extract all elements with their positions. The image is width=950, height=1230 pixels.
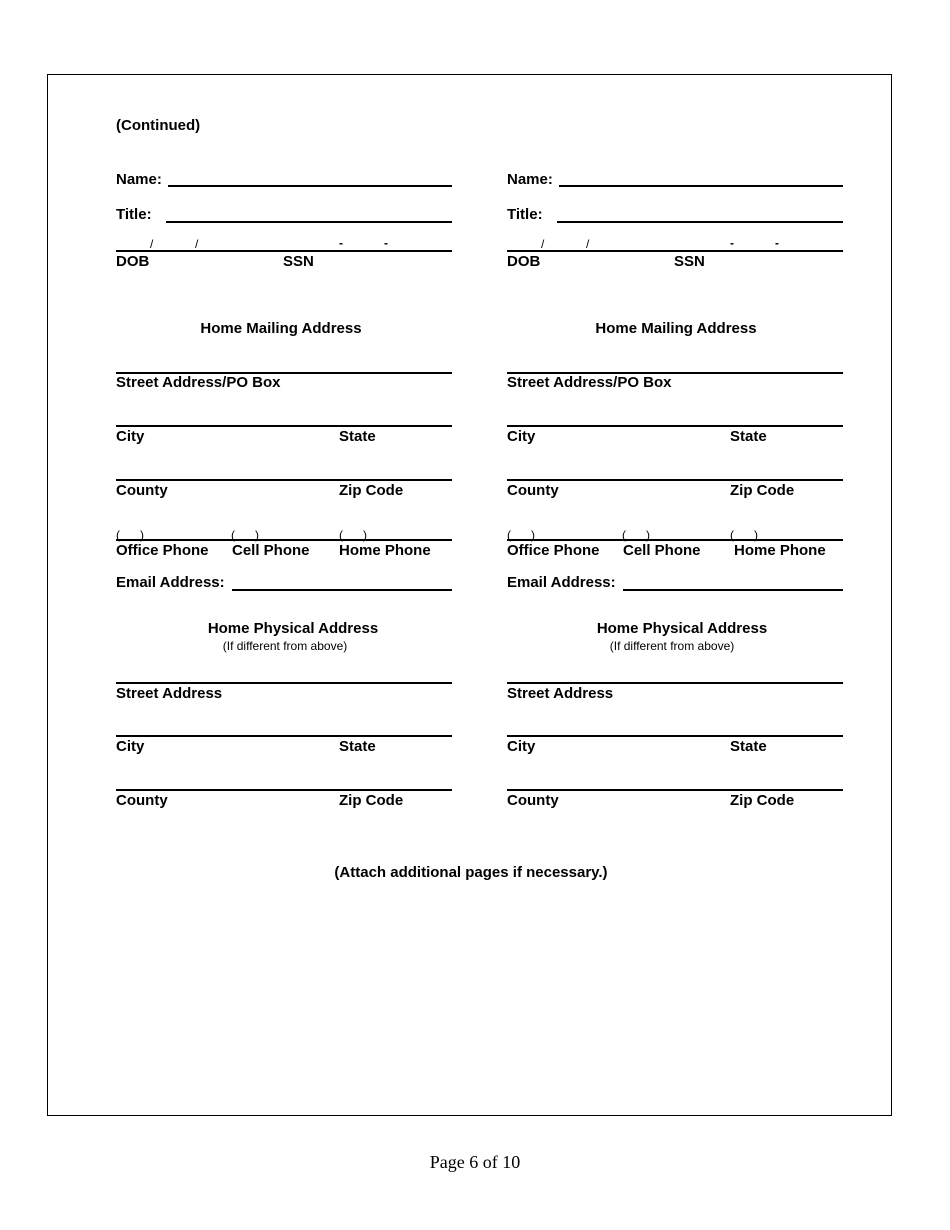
phone-field[interactable]	[116, 539, 452, 541]
email-field[interactable]	[623, 589, 843, 591]
ssn-sep: -	[730, 236, 734, 250]
street-po-box-label: Street Address/PO Box	[507, 374, 672, 391]
title-label: Title:	[507, 206, 543, 223]
cell-phone-label: Cell Phone	[232, 542, 310, 559]
name-label: Name:	[507, 171, 553, 188]
office-phone-paren: ( )	[507, 528, 535, 542]
street-po-box-label: Street Address/PO Box	[116, 374, 281, 391]
home-mailing-address-heading: Home Mailing Address	[595, 320, 757, 337]
city-label: City	[507, 738, 536, 755]
dob-sep: /	[195, 237, 199, 251]
state-label: State	[730, 428, 767, 445]
zip-code-label: Zip Code	[730, 792, 795, 809]
county-label: County	[507, 482, 559, 499]
zip-code-label: Zip Code	[339, 482, 404, 499]
ssn-label: SSN	[283, 253, 314, 270]
county-label: County	[116, 482, 168, 499]
state-label: State	[730, 738, 767, 755]
county-label: County	[116, 792, 168, 809]
county-zip-field[interactable]	[116, 479, 452, 481]
form-border	[47, 74, 892, 1116]
physical-county-zip-field[interactable]	[116, 789, 452, 791]
dob-sep: /	[586, 237, 590, 251]
home-physical-address-heading: Home Physical Address	[596, 620, 768, 637]
title-label: Title:	[116, 206, 152, 223]
attach-pages-note: (Attach additional pages if necessary.)	[334, 864, 608, 881]
home-mailing-address-heading: Home Mailing Address	[200, 320, 362, 337]
home-phone-paren: ( )	[730, 528, 758, 542]
dob-label: DOB	[507, 253, 541, 270]
dob-label: DOB	[116, 253, 150, 270]
dob-ssn-field[interactable]	[507, 250, 843, 252]
name-field[interactable]	[559, 185, 843, 187]
street-address-label: Street Address	[116, 685, 223, 702]
city-label: City	[507, 428, 536, 445]
email-field[interactable]	[232, 589, 452, 591]
state-label: State	[339, 428, 376, 445]
office-phone-paren: ( )	[116, 528, 144, 542]
phone-field[interactable]	[507, 539, 843, 541]
page-number: Page 6 of 10	[429, 1152, 521, 1172]
city-state-field[interactable]	[116, 425, 452, 427]
email-label: Email Address:	[116, 574, 225, 591]
dob-sep: /	[541, 237, 545, 251]
email-label: Email Address:	[507, 574, 616, 591]
dob-sep: /	[150, 237, 154, 251]
home-physical-address-heading: Home Physical Address	[207, 620, 379, 637]
county-label: County	[507, 792, 559, 809]
county-zip-field[interactable]	[507, 479, 843, 481]
city-label: City	[116, 428, 145, 445]
dob-ssn-field[interactable]	[116, 250, 452, 252]
city-state-field[interactable]	[507, 425, 843, 427]
ssn-sep: -	[384, 236, 388, 250]
title-field[interactable]	[166, 221, 452, 223]
physical-city-state-field[interactable]	[507, 735, 843, 737]
office-phone-label: Office Phone	[116, 542, 209, 559]
cell-phone-paren: ( )	[231, 528, 259, 542]
name-label: Name:	[116, 171, 162, 188]
physical-city-state-field[interactable]	[116, 735, 452, 737]
ssn-sep: -	[339, 236, 343, 250]
physical-county-zip-field[interactable]	[507, 789, 843, 791]
cell-phone-paren: ( )	[622, 528, 650, 542]
if-different-note: (If different from above)	[609, 639, 735, 653]
street-address-field[interactable]	[116, 682, 452, 684]
ssn-label: SSN	[674, 253, 705, 270]
office-phone-label: Office Phone	[507, 542, 600, 559]
city-label: City	[116, 738, 145, 755]
continued-label: (Continued)	[116, 117, 201, 134]
cell-phone-label: Cell Phone	[623, 542, 701, 559]
state-label: State	[339, 738, 376, 755]
title-field[interactable]	[557, 221, 843, 223]
zip-code-label: Zip Code	[730, 482, 795, 499]
home-phone-label: Home Phone	[734, 542, 826, 559]
if-different-note: (If different from above)	[222, 639, 348, 653]
home-phone-label: Home Phone	[339, 542, 431, 559]
street-address-label: Street Address	[507, 685, 614, 702]
name-field[interactable]	[168, 185, 452, 187]
zip-code-label: Zip Code	[339, 792, 404, 809]
street-address-field[interactable]	[507, 682, 843, 684]
home-phone-paren: ( )	[339, 528, 367, 542]
ssn-sep: -	[775, 236, 779, 250]
